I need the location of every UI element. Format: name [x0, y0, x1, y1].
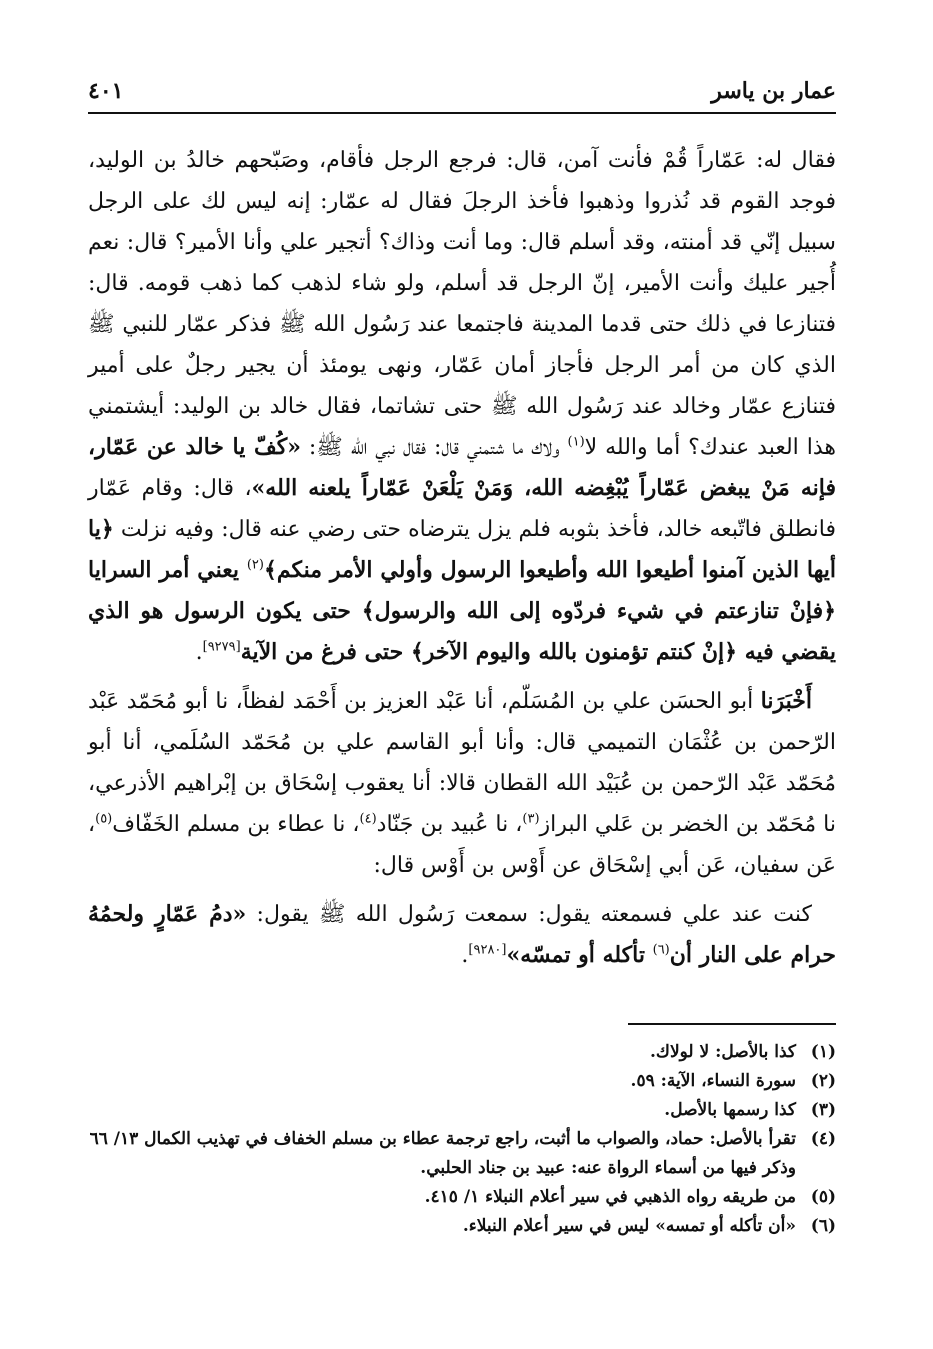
text-run: ، قال: وقام عَمّار فانطلق فاتّبعه خالد، فأخذ بثوبه فلم يزل يترضاه حتى رضي عنه قال: وفيه نزلت [88, 476, 836, 542]
footnote-number: (٦) [810, 1216, 836, 1236]
footnote-ref: (٥) [95, 811, 113, 827]
running-title: عمار بن ياسر [711, 78, 836, 104]
text-run: ، نا عطاء بن مسلم الخَفّاف [112, 812, 360, 837]
footnote [88, 1183, 836, 1212]
footnote [88, 1067, 836, 1096]
footnote-ref: (٢) [246, 557, 264, 573]
footnote [88, 1212, 836, 1241]
footnote-ref: (١) [567, 434, 585, 450]
footnote-number: (٢) [810, 1071, 836, 1091]
footnote-text: من طريقه رواه الذهبي في سير أعلام النبلاء ١/ ٤١٥. [424, 1187, 796, 1207]
hadith-number: [٩٢٧٩] [202, 639, 241, 655]
text-run: ، عَن سفيان، عَن أبي إسْحَاق عن أَوْس بن أَوْس قال: [88, 812, 836, 878]
paragraph-2 [88, 681, 836, 886]
text-run: ولاك ما شتمني قال: فقال نبي الله ﷺ: [300, 435, 568, 460]
main-text [88, 140, 836, 976]
footnote-ref: (٣) [522, 811, 540, 827]
footnote-number: (٤) [810, 1129, 836, 1149]
footnote-text: «أن تأكله أو تمسه» ليس في سير أعلام النبلاء. [462, 1216, 796, 1236]
footnote-text: سورة النساء، الآية: ٥٩. [630, 1071, 796, 1091]
footnote-number: (٥) [810, 1187, 836, 1207]
paragraph-1 [88, 140, 836, 673]
page-header [88, 74, 836, 114]
footnote-ref: (٦) [652, 942, 670, 958]
footnote [88, 1096, 836, 1125]
hadith-quote: تأكله أو تمسّه» [506, 942, 653, 968]
footnote-number: (١) [810, 1042, 836, 1062]
footnote-text: كذا بالأصل: لا لولاك. [650, 1042, 796, 1062]
footnote-text: تقرأ بالأصل: حماد، والصواب ما أثبت، راجع ترجمة عطاء بن مسلم الخفاف في تهذيب الكمال ١٣/ ٦٦ وذكر فيها من أسماء الرواة عنه: عبيد بن جناد الحلبي. [89, 1129, 796, 1178]
page-number: ٤٠١ [88, 78, 124, 104]
text-run: ، نا عُبيد بن جَنّاد [376, 812, 523, 837]
quran-quote: يعني أمر السرايا ﴿فإنْ تنازعتم في شيء فردّوه إلى الله والرسول﴾ حتى يكون الرسول هو الذي يقضي فيه ﴿إنْ كنتم تؤمنون بالله واليوم الآخر﴾ حتى فرغ من الآية [88, 557, 836, 665]
footnote [88, 1125, 836, 1183]
footnote-number: (٣) [810, 1100, 836, 1120]
text-run: . [195, 640, 203, 665]
footnote-divider [628, 1023, 836, 1025]
text-run: . [461, 943, 469, 968]
footnotes [88, 1038, 836, 1241]
isnad-opening: أَخْبَرَنا [760, 688, 812, 714]
hadith-quote: «كُفّ يا خالد عن عَمّار، فإنه مَنْ يبغض عَمّاراً يُبْغِضه الله، وَمَنْ يَلْعَنْ عَمّاراً يلعنه الله» [88, 434, 836, 501]
text-run: فقال له: عَمّاراً قُمْ فأنت آمن، قال: فرجع الرجل فأقام، وصَبّحهم خالدُ بن الوليد، فوجد القوم قد نُذروا وذهبوا فأخذ الرجلَ فقال له عمّار: إنه ليس لك على الرجل سبيل إنّي قد أمنته، وقد أسلم قال: وما أنت وذاك؟ أتجير علي وأنا الأمير؟ قال: نعم أُجير عليك وأنت الأمير، إنّ الرجل قد أسلم، ولو شاء لذهب كما ذهب قومه. قال: فتنازعا في ذلك حتى قدما المدينة فاجتمعا عند رَسُول الله ﷺ فذكر عمّار للنبي ﷺ الذي كان من أمر الرجل فأجاز أمان عَمّار، ونهى يومئذ أن يجير رجلٌ على أمير فتنازع عمّار وخالد عند رَسُول الله ﷺ حتى تشاتما، فقال خالد بن الوليد: أيشتمني هذا العبد عندك؟ أما والله لا [88, 148, 836, 460]
paragraph-3 [88, 894, 836, 976]
footnote-text: كذا رسمها بالأصل. [664, 1100, 796, 1120]
hadith-quote: «دمُ عَمّارٍ ولحمُهُ حرام على النار أن [88, 901, 836, 968]
text-run: أبو الحسَن علي بن المُسَلّم، أنا عَبْد العزيز بن أَحْمَد لفظاً، نا أبو مُحَمّد عَبْد الرّحمن بن عُثْمَان التميمي قال: وأنا أبو القاسم علي بن مُحَمّد السُلَمي، أنا أبو مُحَمّد عَبْد الرّحمن بن عُبَيْد الله القطان قالا: أنا يعقوب إسْحَاق بن إبْراهيم الأذرعي، نا مُحَمّد بن الخضر بن عَلي البراز [88, 689, 836, 837]
footnote-ref: (٤) [359, 811, 377, 827]
footnote [88, 1038, 836, 1067]
text-run: كنت عند علي فسمعته يقول: سمعت رَسُول الله ﷺ يقول: [246, 902, 813, 927]
hadith-number: [٩٢٨٠] [468, 942, 507, 958]
quran-quote: ﴿يا أيها الذين آمنوا أطيعوا الله وأطيعوا الرسول وأولي الأمر منكم﴾ [88, 516, 836, 583]
